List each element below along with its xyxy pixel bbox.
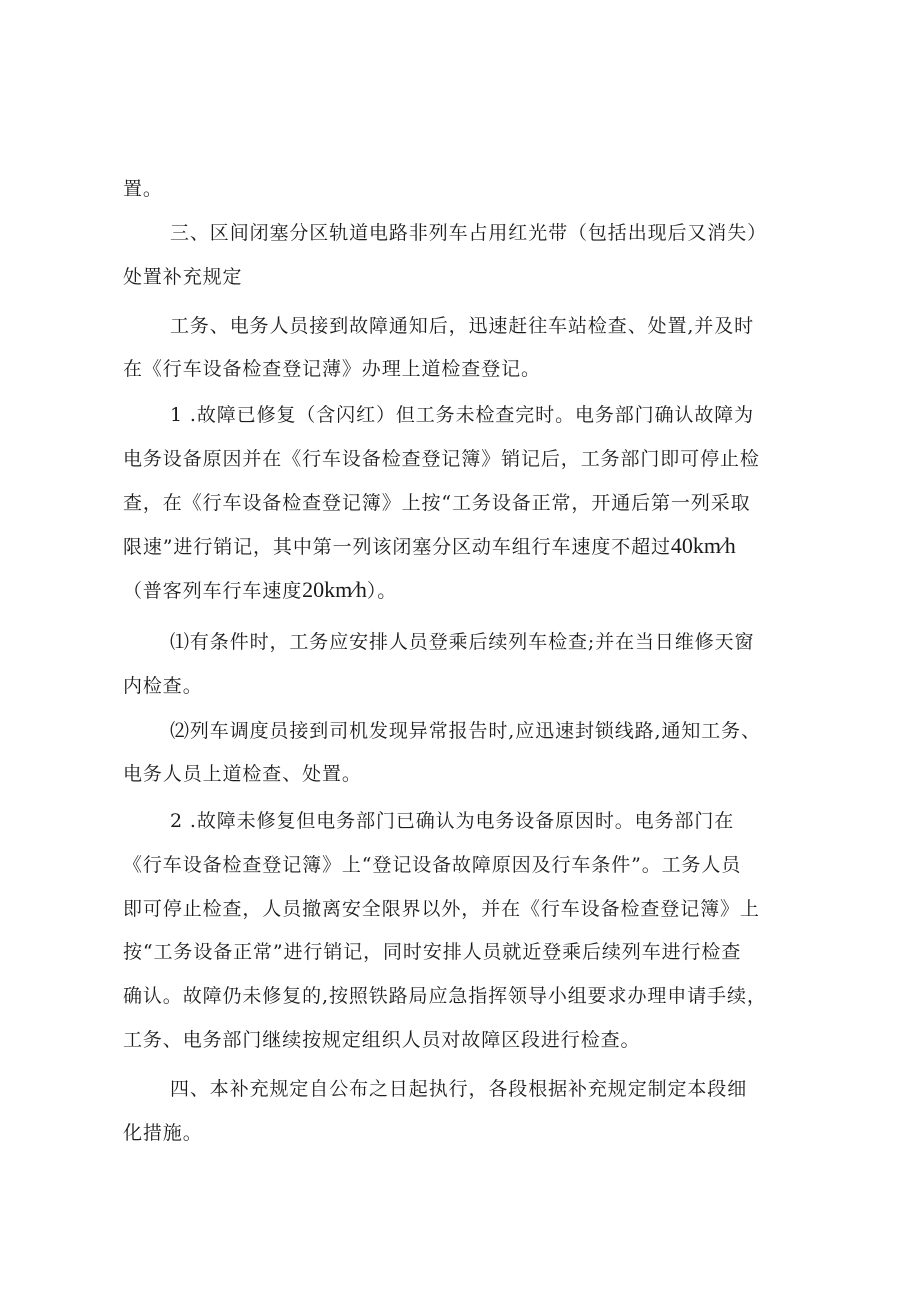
section-four-line-1: 四、本补充规定自公布之日起执行，各段根据补充规定制定本段细 xyxy=(170,1078,748,1100)
section-three-heading: 三、区间闭塞分区轨道电路非列车占用红光带（包括出现后又消失） xyxy=(170,222,768,244)
item-1-line-4-text: 限速”进行销记，其中第一列该闭塞分区动车组行车速度不超过 xyxy=(123,536,671,558)
paragraph-notice-line-2: 在《行车设备检查登记薄》办理上道检查登记。 xyxy=(123,358,541,380)
paragraph-notice-line-1: 工务、电务人员接到故障通知后，迅速赶往车站检查、处置,并及时 xyxy=(170,315,755,337)
text-line-1: 置。 xyxy=(123,178,163,200)
speed-limit-emu: 40km∕h xyxy=(670,533,736,558)
item-2-line-1: 2 .故障未修复但电务部门已确认为电务设备原因时。电务部门在 xyxy=(170,810,735,832)
sub-item-1-line-1: ⑴有条件时，工务应安排人员登乘后续列车检查;并在当日维修天窗 xyxy=(170,631,755,653)
item-2-line-6: 工务、电务部门继续按规定组织人员对故障区段进行检查。 xyxy=(123,1029,641,1051)
sub-item-2-line-1: ⑵列车调度员接到司机发现异常报告时,应迅速封锁线路,通知工务、 xyxy=(170,720,761,742)
item-2-line-3: 即可停止检查，人员撤离安全限界以外，并在《行车设备检查登记簿》上 xyxy=(123,898,760,920)
item-2-line-2: 《行车设备检查登记簿》上“登记设备故障原因及行车条件”。工务人员 xyxy=(123,854,742,876)
item-2-line-5: 确认。故障仍未修复的,按照铁路局应急指挥领导小组要求办理申请手续， xyxy=(123,985,767,1007)
item-1-line-4 xyxy=(123,534,813,559)
item-1-line-5-text: （普客列车行车速度 xyxy=(123,580,303,602)
item-1-line-2: 电务设备原因并在《行车设备检查登记簿》销记后，工务部门即可停止检 xyxy=(123,448,760,470)
item-1-line-5 xyxy=(123,578,813,603)
sub-item-1-line-2: 内检查。 xyxy=(123,675,203,697)
section-three-heading-cont: 处置补充规定 xyxy=(123,266,243,288)
item-1-line-5-end: ）。 xyxy=(366,580,398,602)
item-2-line-4: 按“工务设备正常”进行销记，同时安排人员就近登乘后续列车进行检查 xyxy=(123,941,742,963)
item-1-line-1: 1 .故障已修复（含闪红）但工务未检查完时。电务部门确认故障为 xyxy=(170,404,755,426)
item-1-line-3: 查，在《行车设备检查登记簿》上按“工务设备正常，开通后第一列采取 xyxy=(123,492,751,514)
sub-item-2-line-2: 电务人员上道检查、处置。 xyxy=(123,763,362,785)
section-four-line-2: 化措施。 xyxy=(123,1122,203,1144)
speed-limit-passenger: 20km∕h xyxy=(302,577,367,602)
